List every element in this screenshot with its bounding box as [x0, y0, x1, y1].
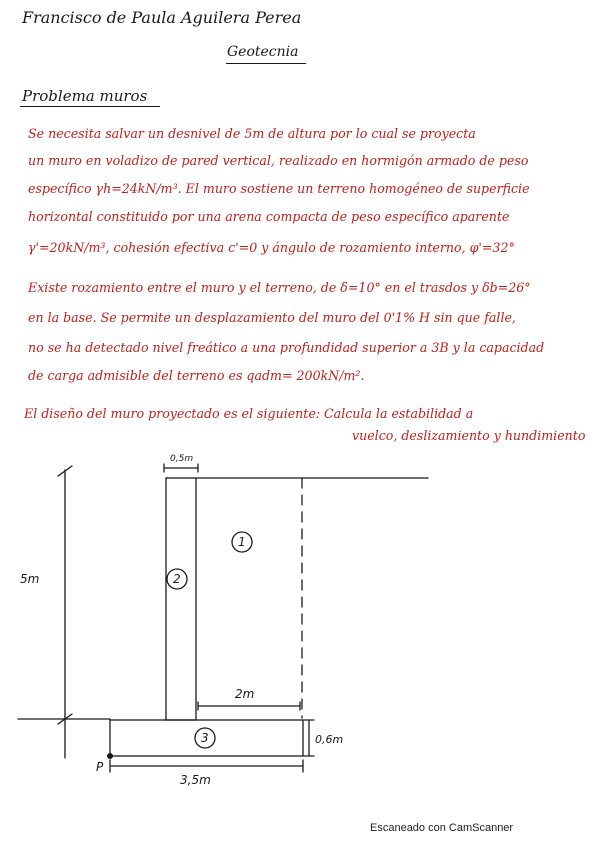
- wall-stem: [166, 478, 196, 720]
- section-underline: [20, 106, 160, 107]
- problem-line-2: un muro en voladizo de pared vertical, realizado en hormigón armado de peso: [28, 153, 529, 168]
- top-width-dimension: [164, 464, 198, 472]
- heel-dimension: [198, 702, 300, 710]
- label-height: 5m: [20, 572, 40, 586]
- task-line-2: vuelco, deslizamiento y hundimiento: [352, 428, 586, 443]
- problem-line-5: γ'=20kN/m³, cohesión efectiva c'=0 y ángulo de rozamiento interno, φ'=32°: [28, 240, 515, 255]
- subject-underline: [226, 63, 306, 64]
- section-title: Problema muros: [22, 87, 148, 105]
- scanner-footer: Escaneado con CamScanner: [370, 822, 514, 834]
- problem-line-9: de carga admisible del terreno es qadm= 200kN/m².: [28, 368, 365, 383]
- label-point: P: [96, 760, 104, 774]
- label-top-width: 0,5m: [170, 454, 194, 464]
- task-line-1: El diseño del muro proyectado es el siguiente: Calcula la estabilidad a: [24, 406, 474, 421]
- label-heel: 2m: [235, 687, 255, 701]
- problem-line-8: no se ha detectado nivel freático a una profundidad superior a 3B y la capacidad: [28, 340, 545, 355]
- problem-line-6: Existe rozamiento entre el muro y el terreno, de δ=10° en el trasdos y δb=26°: [28, 280, 531, 295]
- label-base-width: 3,5m: [180, 773, 211, 787]
- region-3-label: 3: [201, 731, 209, 745]
- region-1-label: 1: [238, 535, 246, 549]
- label-base-thickness: 0,6m: [315, 733, 344, 746]
- author-name: Francisco de Paula Aguilera Perea: [22, 8, 302, 27]
- base-thickness-dimension: [304, 720, 314, 756]
- base-width-dimension: [110, 760, 303, 772]
- problem-line-1: Se necesita salvar un desnivel de 5m de altura por lo cual se proyecta: [28, 126, 476, 141]
- point-p-marker: [107, 753, 113, 759]
- subject-title: Geotecnia: [227, 44, 299, 60]
- retaining-wall-diagram: [0, 446, 599, 806]
- problem-line-4: horizontal constituido por una arena compacta de peso específico aparente: [28, 209, 510, 224]
- region-2-label: 2: [173, 572, 181, 586]
- problem-line-3: específico γh=24kN/m³. El muro sostiene un terreno homogéneo de superficie: [28, 181, 530, 196]
- problem-line-7: en la base. Se permite un desplazamiento del muro del 0'1% H sin que falle,: [28, 310, 516, 325]
